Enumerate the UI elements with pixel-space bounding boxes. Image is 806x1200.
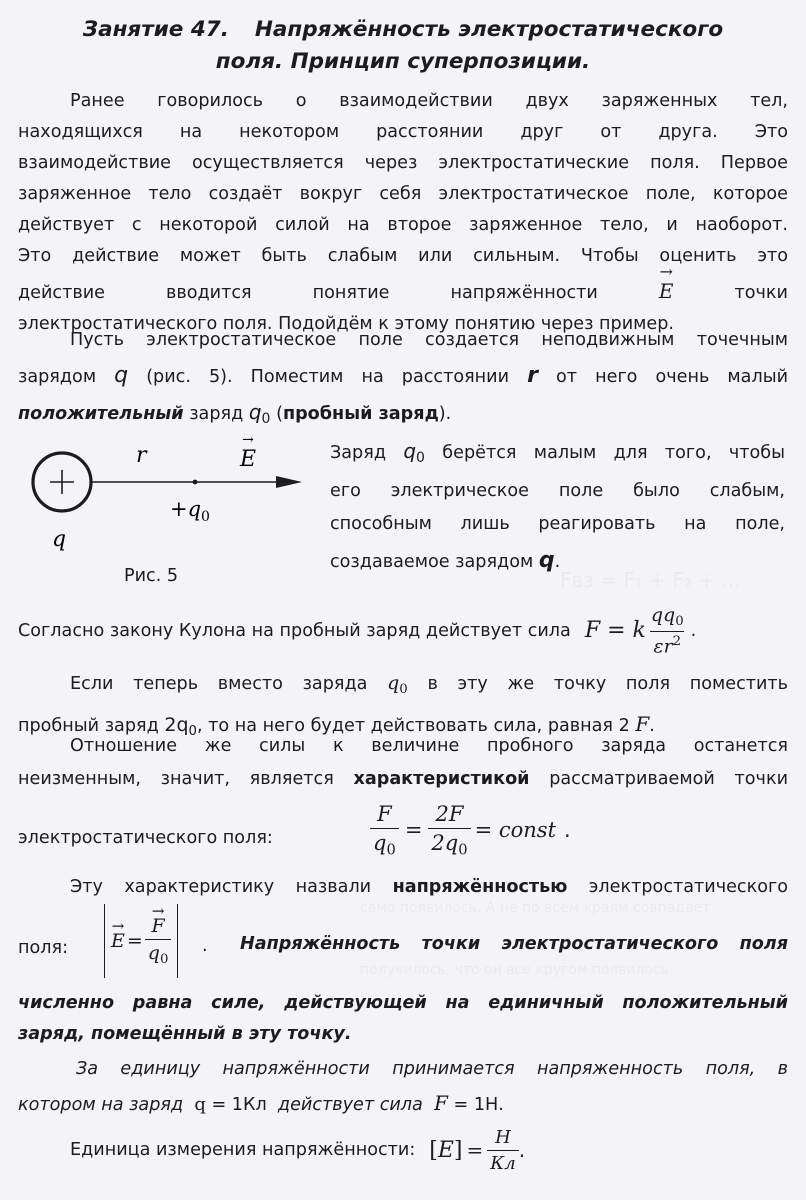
unit-fraction: $\frac{Н}{Кл}$ [487, 1127, 518, 1174]
definition-text: Напряжённость точки электростатического поля [240, 934, 788, 954]
bleed-through-text: само появилось. А не по всем краям совпадает [360, 900, 711, 916]
vector-e: → E [658, 262, 674, 303]
figure-caption: Рис. 5 [124, 566, 179, 586]
title-line-1: Напряжённость электростатического [254, 17, 724, 42]
ratio-line [18, 790, 788, 870]
paragraph-5 [18, 872, 788, 903]
word: напряжённости [450, 283, 598, 303]
coulomb-law-line [18, 604, 788, 657]
text-line: заряд, помещённый в эту точку. [18, 1024, 352, 1044]
symbol-r: r [527, 363, 538, 388]
bleed-through-text: Fвз = F₁ + F₂ + ... [560, 568, 741, 592]
word: точки [734, 283, 788, 303]
text-line: заряженное тело создаёт вокруг себя электростатическое поле, которое [18, 184, 788, 204]
label-e: E [239, 447, 257, 472]
word: вводится [166, 283, 252, 303]
units-text: Единица измерения напряжённости: [70, 1140, 416, 1160]
units-line: Единица измерения напряжённости: [E] = $\frac{Н}{Кл}$ . [70, 1126, 526, 1174]
text-line: неизменным, значит, является характеристикой рассматриваемой точки [18, 769, 789, 789]
text-line: За единицу напряжённости принимается напряженность поля, в [76, 1059, 788, 1079]
text-line: поля: [18, 938, 69, 958]
formula-lhs: F = k [584, 618, 646, 644]
text-line [18, 262, 788, 309]
text-line: взаимодействие осуществляется через электростатические поля. Первое [18, 153, 788, 173]
symbol-q: q [114, 363, 129, 388]
paragraph-2 [18, 325, 788, 435]
text-line: электростатического поля. Подойдём к этому понятию через пример. [18, 314, 675, 334]
symbol-q0: $q_0$ [248, 400, 271, 428]
field-arrow-head [276, 476, 302, 488]
label-q: q [52, 527, 67, 552]
text-line: электростатического поля: [18, 828, 273, 848]
text-line: зарядом q (рис. 5). Поместим на расстоянии r от него очень малый [18, 363, 789, 388]
label-r: r [136, 443, 147, 468]
figure-5 [20, 432, 330, 572]
text-line: его электрическое поле было слабым, [330, 481, 785, 502]
text-line: Заряд $q_0$ берётся малым для того, чтобы [330, 439, 786, 467]
coulomb-fraction: $\frac{qq_0}{\varepsilon r^2}$ [650, 604, 684, 658]
period: . [690, 620, 697, 641]
definition-continuation [18, 988, 788, 1050]
unit-brackets: [E] [429, 1137, 463, 1163]
text-line: Эту характеристику назвали напряжённостью электростатического [70, 877, 788, 897]
definition-line [18, 901, 788, 984]
paragraph-6 [18, 1052, 788, 1122]
text-line: создаваемое зарядом q. [330, 548, 561, 574]
coulomb-text: Согласно закону Кулона на пробный заряд действует сила [18, 620, 571, 641]
text-line: положительный заряд $q_0$ (пробный заряд). [18, 400, 452, 428]
label-plus-q0: $+q_0$ [170, 497, 210, 525]
title-line-2: поля. Принцип суперпозиции. [215, 49, 591, 74]
word: понятие [312, 283, 390, 303]
text-line: пробный заряд $2q_0$, то на него будет действовать сила, равная 2 F. [18, 711, 655, 739]
label-e-arrow: → [242, 432, 254, 448]
text-line: котором на заряд q = 1Кл действует сила F = 1Н. [18, 1091, 504, 1115]
figure-side-text [330, 435, 785, 579]
field-strength-formula: → E = → F $q_0$ [104, 904, 178, 978]
text-line: Отношение же силы к величине пробного заряда останется [70, 736, 788, 756]
text-line: Это действие может быть слабым или сильным. Чтобы оценить это [18, 246, 788, 266]
text-line: Если теперь вместо заряда $q_0$ в эту же точку поля поместить [70, 672, 789, 697]
bleed-through-text: получилось, что он все кругом появилось [360, 962, 669, 978]
ratio-formula: $\frac{F}{q_0}$ = $\frac{2F}{2q_0}$ = const . [370, 790, 571, 870]
intro-paragraph [18, 86, 788, 340]
paragraph-4 [18, 730, 788, 796]
text-line: способным лишь реагировать на поле, [330, 514, 785, 535]
lesson-title [20, 14, 786, 78]
period: . [202, 936, 208, 956]
word: действие [18, 283, 105, 303]
text-line: численно равна силе, действующей на единичный положительный [18, 993, 788, 1013]
text-line: Пусть электростатическое поле создается неподвижным точечным [70, 330, 788, 350]
text-line: Ранее говорилось о взаимодействии двух заряженных тел, [70, 91, 788, 111]
lesson-number: Занятие 47. [82, 17, 229, 42]
text-line: находящихся на некотором расстоянии друг от друга. Это [18, 122, 788, 142]
text-line: действует с некоторой силой на второе заряженное тело, и наоборот. [18, 215, 788, 235]
test-charge-point [193, 480, 198, 485]
